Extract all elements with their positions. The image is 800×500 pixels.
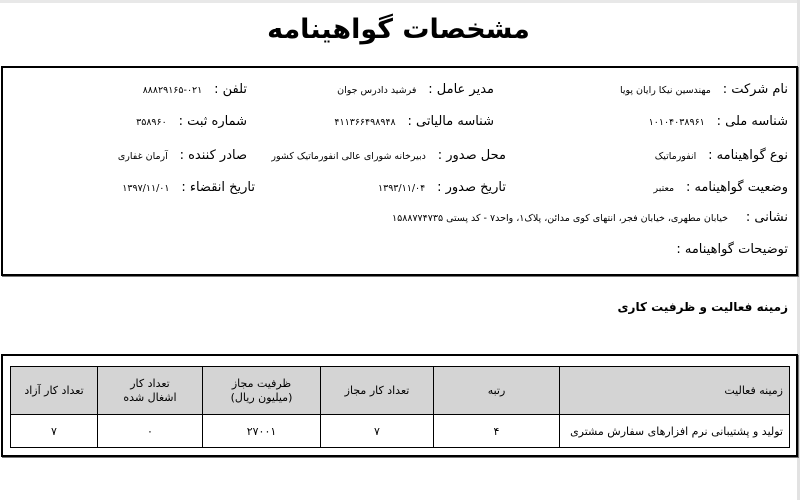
table-header-row [11,367,790,415]
issue-date-field [378,180,506,195]
phone-label: تلفن : [214,82,247,97]
registration-no-value: ۳۵۸۹۶۰ [136,117,167,128]
column-header-occupied-jobs [98,367,203,415]
expiry-date-value: ۱۳۹۷/۱۱/۰۱ [122,183,170,194]
phone-field [143,82,247,97]
issue-place-label: محل صدور : [437,148,506,163]
description-field [676,242,788,257]
certificate-status-value: معتبر [653,183,675,194]
issue-date-value: ۱۳۹۳/۱۱/۰۴ [378,183,426,194]
table-row [11,415,790,448]
issue-place-field [271,148,506,163]
issuer-label: صادر کننده : [179,148,247,163]
certificate-info-panel [1,66,798,276]
managing-director-field [337,82,494,97]
phone-value: ۰۲۱-۸۸۸۲۹۱۶۵ [142,85,203,96]
occupied-jobs-header-text: تعداد کار اشغال شده [123,376,177,404]
national-id-label: شناسه ملی : [716,114,788,129]
certificate-type-field [655,148,788,163]
description-label: توضیحات گواهینامه : [676,242,788,257]
company-name-field [620,82,788,97]
expiry-date-label: تاریخ انقضاء : [181,180,255,195]
column-header-allowed-jobs: تعداد کار مجاز [321,367,434,415]
managing-director-label: مدیر عامل : [428,82,494,97]
certificate-status-field [653,180,788,195]
tax-id-field [334,114,494,129]
cell-activity: تولید و پشتیبانی نرم افزارهای سفارش مشتری [560,415,790,448]
registration-no-label: شماره ثبت : [178,114,247,129]
allowed-capacity-header-text: ظرفیت مجاز (میلیون ریال) [230,376,293,404]
cell-occupied-jobs: ۰ [98,415,203,448]
certificate-type-label: نوع گواهینامه : [708,148,788,163]
national-id-value: ۱۰۱۰۴۰۳۸۹۶۱ [648,117,705,128]
expiry-date-field [122,180,255,195]
company-name-label: نام شرکت : [722,82,788,97]
address-field [392,210,788,225]
certificate-type-value: انفورماتیک [654,151,697,162]
activity-section-title: زمینه فعالیت و ظرفیت کاری [617,300,788,314]
top-edge [0,0,800,3]
tax-id-value: ۴۱۱۳۶۶۴۹۸۹۴۸ [334,117,396,128]
national-id-field [649,114,788,129]
column-header-free-jobs: تعداد کار آزاد [11,367,98,415]
page-title: مشخصات گواهینامه [267,14,530,45]
issue-place-value: دبیرخانه شورای عالی انفورماتیک کشور [271,151,426,162]
activity-table-panel [1,354,798,457]
company-name-value: مهندسین نیکا رایان پویا [619,85,711,96]
column-header-activity: زمینه فعالیت [560,367,790,415]
cell-allowed-capacity: ۲۷۰۰۱ [203,415,321,448]
activity-table [10,366,790,448]
registration-no-field [136,114,247,129]
issue-date-label: تاریخ صدور : [437,180,506,195]
address-value: خیابان مطهری، خیابان فجر، انتهای کوی مدائن، پلاک۱، واحد۷ - کد پستی ۱۵۸۸۷۷۴۷۳۵ [392,213,729,224]
tax-id-label: شناسه مالیاتی : [407,114,494,129]
managing-director-value: فرشید دادرس جوان [337,85,417,96]
issuer-field [118,148,247,163]
address-label: نشانی : [745,210,788,225]
cell-rank: ۴ [434,415,560,448]
certificate-status-label: وضعیت گواهینامه : [685,180,788,195]
column-header-rank: رتبه [434,367,560,415]
column-header-allowed-capacity [203,367,321,415]
cell-free-jobs: ۷ [11,415,98,448]
issuer-value: آرمان غفاری [117,151,168,162]
cell-allowed-jobs: ۷ [321,415,434,448]
